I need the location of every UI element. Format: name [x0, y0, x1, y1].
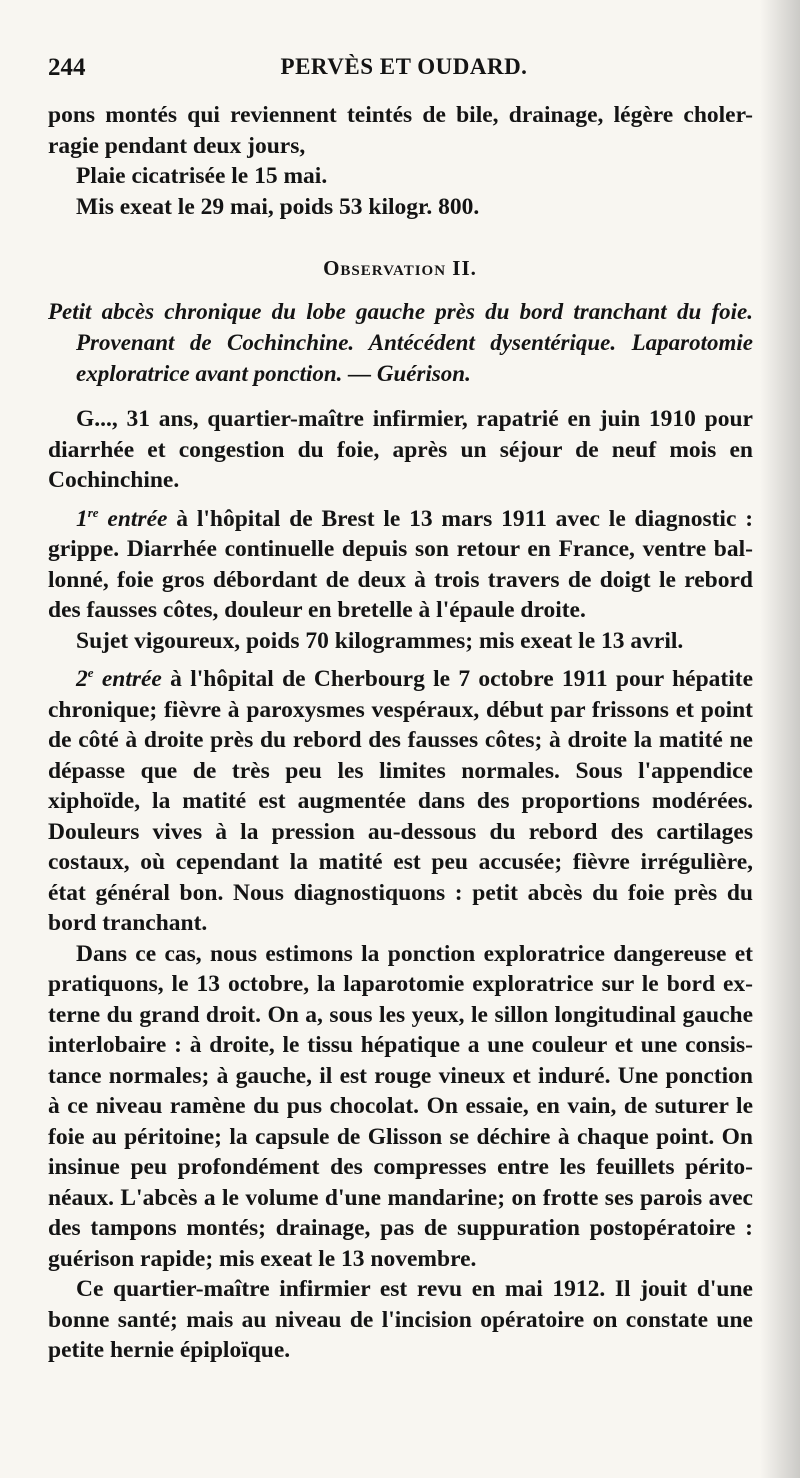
- entry-2-suffix: e: [87, 665, 94, 681]
- observation-title: [0, 256, 800, 281]
- observation-summary: [48, 296, 753, 389]
- observation-summary-text: Petit abcès chronique du lobe gauche près du bord tranchant du foie. Provenant de Cochinchine. Antécédent dysentérique. Laparotomie exploratrice avant ponction. — Guérison.: [48, 299, 753, 386]
- paragraph-6: Ce quartier-maître infirmier est revu en mai 1912. Il jouit d'une bonne santé; mais au niveau de l'incision opératoire on constate une petite hernie épiploïque.: [48, 1276, 753, 1363]
- paragraph-2-text: à l'hôpital de Brest le 13 mars 1911 avec le diagnostic : grippe. Diarrhée continuelle depuis son retour en France, ventre bal-lonné, foie gros débordant de deux à trois travers de doigt le rebord des fausses côtes, douleur en bretelle à l'épaule droite.: [48, 505, 754, 623]
- entry-1-word: entrée: [107, 505, 168, 532]
- paragraph-2: [48, 504, 753, 626]
- paragraph-1: G..., 31 ans, quartier-maître infirmier, rapatrié en juin 1910 pour diarrhée et congestion du foie, après un séjour de neuf mois en Cochinchine.: [48, 406, 753, 493]
- intro-line-3: Mis exeat le 29 mai, poids 53 kilogr. 800.: [76, 193, 480, 220]
- entry-2-word: entrée: [101, 666, 162, 692]
- paragraph-5: Dans ce cas, nous estimons la ponction exploratrice dangereuse et pratiquons, le 13 octobre, la laparotomie exploratrice sur le bord ex-terne du grand droit. On a, sous les yeux, le sillon longitudinal gauche interlobaire : à droite, le tissu hépatique a une couleur et une consis-tance normales; à gauche, il est rouge vineux et induré. Une ponction à ce niveau ramène du pus chocolat. On essaie, en vain, de suturer le foie au péritoine; la capsule de Glisson se déchire à chaque point. On insinue peu profondément des compresses entre les feuillets périto-néaux. L'abcès a le volume d'une mandarine; on frotte ses parois avec des tampons montés; drainage, pas de suppuration postopératoire : guérison rapide; mis exeat le 13 novembre.: [48, 940, 753, 1272]
- page-edge-shadow: [760, 0, 800, 1478]
- page-number: 244: [48, 54, 86, 81]
- entry-2-number: 2: [76, 666, 88, 692]
- page-header: [48, 54, 760, 90]
- observation-title-number: II.: [452, 256, 477, 280]
- running-head: PERVÈS ET OUDARD.: [280, 54, 528, 79]
- intro-block: [48, 100, 753, 222]
- paragraph-4: [48, 664, 753, 939]
- paragraph-4-text: à l'hôpital de Cherbourg le 7 octobre 1911 pour hépatite chronique; fièvre à paroxysmes vespéraux, début par frissons et point de côté à droite près du rebord des fausses côtes; à droite la matité ne dépasse que de très peu les limites normales. Sous l'appendice xiphoïde, la matité est augmentée dans des proportions modérées. Douleurs vives à la pression au-dessous du rebord des cartilages costaux, où cependant la matité est peu accusée; fièvre irrégulière, état général bon. Nous diagnostiquons : petit abcès du foie près du bord tranchant.: [48, 666, 754, 936]
- entry-1-number: 1: [76, 505, 88, 532]
- body-text: [48, 404, 753, 1366]
- intro-line-2: Plaie cicatrisée le 15 mai.: [76, 163, 328, 189]
- entry-1-suffix: re: [87, 504, 99, 520]
- intro-line-1: pons montés qui reviennent teintés de bile, drainage, légère choler-ragie pendant deux jours,: [48, 102, 753, 159]
- paragraph-3: Sujet vigoureux, poids 70 kilogrammes; mis exeat le 13 avril.: [76, 627, 684, 654]
- observation-title-word: Observation: [323, 256, 447, 280]
